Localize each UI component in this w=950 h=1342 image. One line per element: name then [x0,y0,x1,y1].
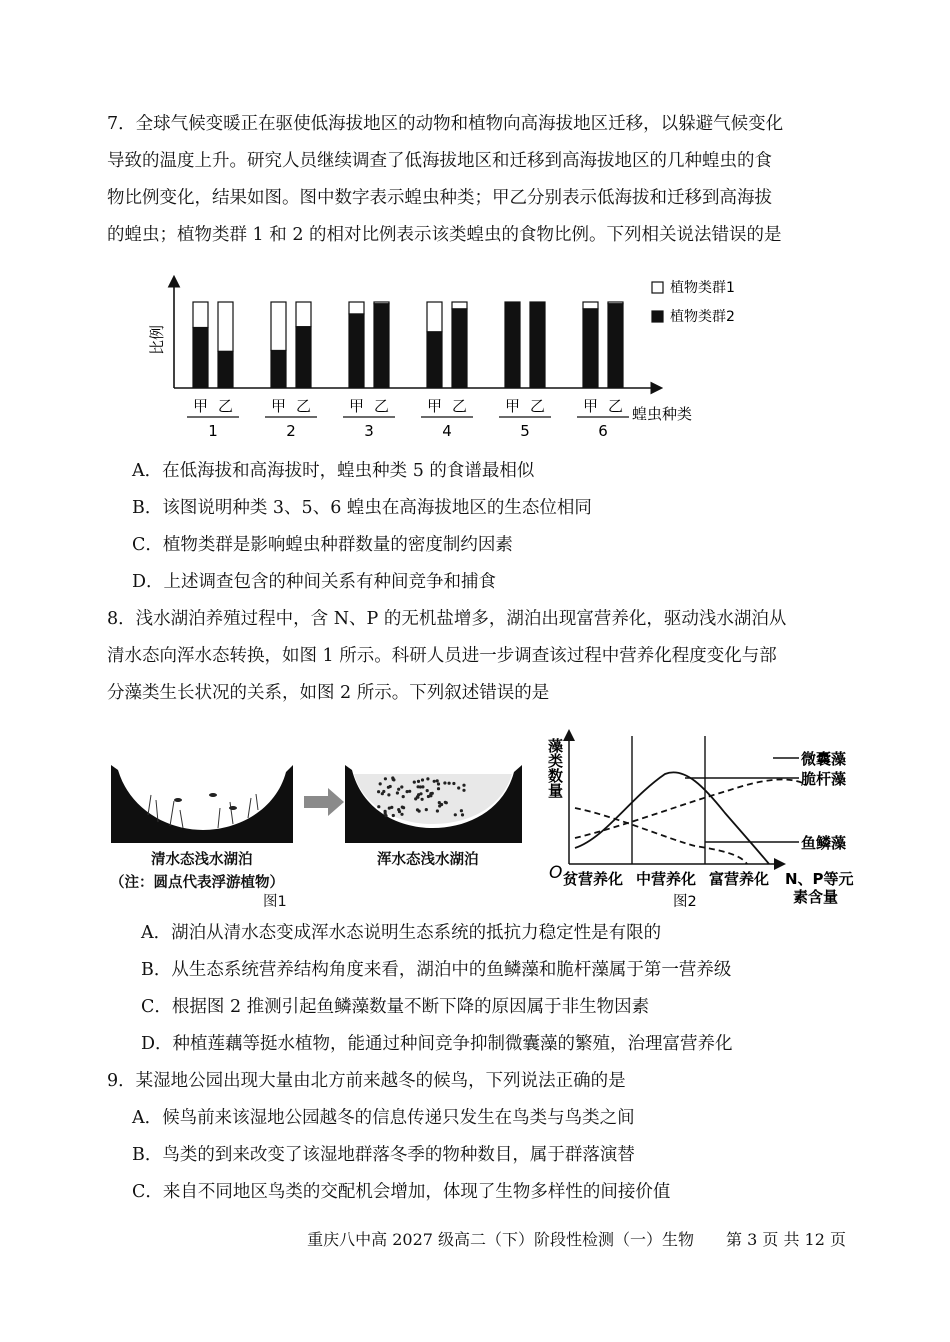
bar-group1-6-jia [583,302,598,309]
fig2-xlabel-1: N、P等元 [785,870,854,888]
q8-option-c: C．根据图 2 推测引起鱼鳞藻数量不断下降的原因属于非生物因素 [141,997,650,1017]
bar-group1-4-yi [452,302,467,309]
mallomonas-curve [575,808,747,864]
legend-label-group2: 植物类群2 [670,309,735,325]
q7-option-b: B．该图说明种类 3、5、6 蝗虫在高海拔地区的生态位相同 [132,498,592,518]
sublabel-1-yi: 乙 [217,397,234,415]
q8-option-b: B．从生态系统营养结构角度来看，湖泊中的鱼鳞藻和脆杆藻属于第一营养级 [141,960,732,980]
category-label-3: 3 [364,422,374,440]
q9-option-c: C．来自不同地区鸟类的交配机会增加，体现了生物多样性的间接价值 [132,1182,671,1202]
fig2-xlabel-2: 素含量 [793,888,839,906]
figure-2-algae-chart [535,728,865,918]
q8-line-3: 分藻类生长状况的关系，如图 2 所示。下列叙述错误的是 [107,683,550,703]
y-axis-label: 比例 [148,324,166,356]
q8-line-1: 8．浅水湖泊养殖过程中，含 N、P 的无机盐增多，湖泊出现富营养化，驱动浅水湖泊从 [107,609,787,629]
q7-line-3: 物比例变化，结果如图。图中数字表示蝗虫种类；甲乙分别表示低海拔和迁移到高海拔 [107,188,772,208]
q7-line-2: 导致的温度上升。研究人员继续调查了低海拔地区和迁移到高海拔地区的几种蝗虫的食 [107,151,772,171]
sublabel-4-yi: 乙 [451,397,468,415]
fig2-caption: 图2 [673,894,697,910]
bar-group1-2-jia [271,302,286,350]
q7-option-a: A．在低海拔和高海拔时，蝗虫种类 5 的食谱最相似 [132,461,535,481]
q8-option-d: D．种植莲藕等挺水植物，能通过种间竞争抑制微囊藻的繁殖，治理富营养化 [141,1034,733,1054]
bar-group2-3-jia [349,314,364,387]
clear-lake-basin [111,765,293,843]
legend-swatch-group2 [652,311,663,322]
q9-option-b: B．鸟类的到来改变了该湿地群落冬季的物种数目，属于群落演替 [132,1145,635,1165]
bar-group1-3-yi [374,302,389,304]
bar-group2-1-jia [193,328,208,388]
bar-group1-1-jia [193,302,208,328]
q7-option-c: C．植物类群是影响蝗虫种群数量的密度制约因素 [132,535,513,555]
fig1-clear-label: 清水态浅水湖泊 [151,852,253,868]
sublabel-1-jia: 甲 [192,397,209,415]
legend-swatch-group1 [652,282,663,293]
fig2-zone-poor: 贫营养化 [563,870,624,888]
sublabel-5-yi: 乙 [529,397,546,415]
q7-bar-chart [140,270,740,450]
category-label-6: 6 [598,422,608,440]
sublabel-5-jia: 甲 [504,397,521,415]
fig1-turbid-label: 浑水态浅水湖泊 [377,852,479,868]
q7-line-4: 的蝗虫；植物类群 1 和 2 的相对比例表示该类蝗虫的食物比例。下列相关说法错误的是 [107,225,782,245]
bar-group2-6-yi [608,304,623,387]
bar-group1-2-yi [296,302,311,327]
q7-option-d: D．上述调查包含的种间关系有种间竞争和捕食 [132,572,497,592]
bar-group2-1-yi [218,351,233,387]
fig2-label-mallomonas: 鱼鳞藻 [801,834,847,852]
sublabel-6-jia: 甲 [582,397,599,415]
fig2-label-fragilaria: 脆杆藻 [801,770,847,788]
sublabel-2-yi: 乙 [295,397,312,415]
q7-line-1: 7．全球气候变暖正在驱使低海拔地区的动物和植物向高海拔地区迁移，以躲避气候变化 [107,114,784,134]
bar-group2-6-jia [583,309,598,387]
figure-1-lakes [108,760,528,850]
sublabel-2-jia: 甲 [270,397,287,415]
q9-option-a: A．候鸟前来该湿地公园越冬的信息传递只发生在鸟类与鸟类之间 [132,1108,635,1128]
bar-group2-5-yi [530,302,545,387]
category-label-1: 1 [208,422,218,440]
page-footer: 重庆八中高 2027 级高二（下）阶段性检测（一）生物 第 3 页 共 12 页 [307,1230,846,1249]
category-label-2: 2 [286,422,296,440]
category-label-5: 5 [520,422,530,440]
bar-group2-2-jia [271,350,286,387]
sublabel-4-jia: 甲 [426,397,443,415]
clear-lake-fish [174,793,237,810]
fig2-zone-medium: 中营养化 [636,870,697,888]
q8-line-2: 清水态向浑水态转换，如图 1 所示。科研人员进一步调查该过程中营养化程度变化与部 [107,646,777,666]
fig1-note: （注：圆点代表浮游植物） [110,875,284,891]
fig2-zone-rich: 富营养化 [709,870,770,888]
x-axis-label: 蝗虫种类 [632,405,693,423]
bar-group2-3-yi [374,304,389,387]
bar-group1-1-yi [218,302,233,351]
sublabel-3-yi: 乙 [373,397,390,415]
bar-group1-6-yi [608,302,623,304]
bar-group1-4-jia [427,302,442,332]
q9-stem: 9．某湿地公园出现大量由北方前来越冬的候鸟，下列说法正确的是 [107,1071,626,1091]
fig2-label-microcystis: 微囊藻 [801,750,847,768]
sublabel-6-yi: 乙 [607,397,624,415]
bar-group1-3-jia [349,302,364,314]
chart-legend [652,279,735,325]
bar-group2-5-jia [505,302,520,387]
category-label-4: 4 [442,422,452,440]
sublabel-3-jia: 甲 [348,397,365,415]
bar-group2-2-yi [296,327,311,387]
fig2-ylabel: 藻类数量 [546,738,564,798]
fig2-origin: O [549,863,563,883]
q8-option-a: A．湖泊从清水态变成浑水态说明生态系统的抵抗力稳定性是有限的 [141,923,662,943]
microcystis-curve [575,779,803,838]
bar-group2-4-jia [427,332,442,387]
transition-arrow [304,788,344,816]
bar-group2-4-yi [452,309,467,387]
legend-label-group1: 植物类群1 [670,280,735,296]
fig1-caption: 图1 [263,894,287,910]
